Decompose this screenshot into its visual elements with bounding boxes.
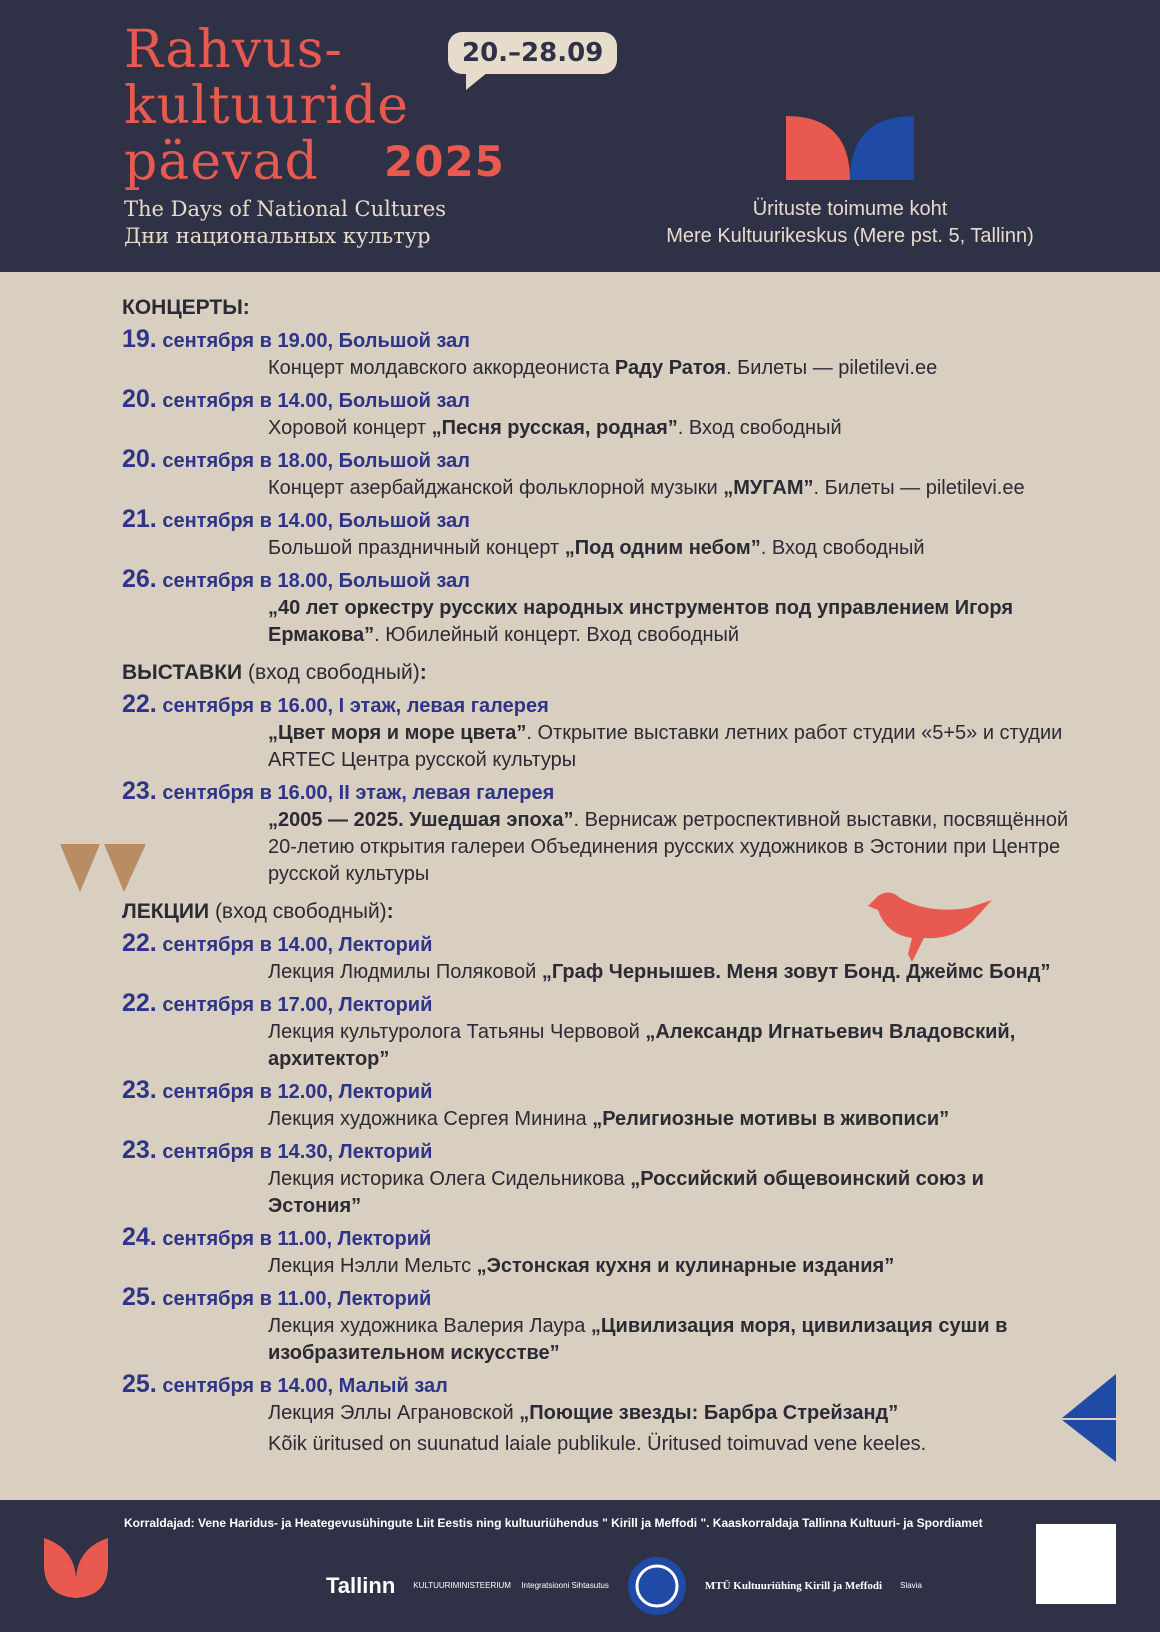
event-day: 24. [122, 1223, 157, 1251]
title-year: 2025 [384, 137, 505, 186]
event-day: 20. [122, 385, 157, 413]
festival-title [124, 20, 505, 192]
event-desc-bold: „2005 — 2025. Ушедшая эпоха” [268, 809, 574, 831]
event-time-place: сентября в 12.00, Лекторий [156, 1081, 433, 1103]
sponsor-integration: Integratsiooni Sihtasutus [521, 1581, 609, 1590]
event-desc-pre: Концерт азербайджанской фольклорной музыки [268, 477, 724, 499]
sponsor-tallinn: Tallinn [326, 1573, 396, 1598]
event-day: 22. [122, 929, 157, 957]
event-day: 25. [122, 1370, 157, 1398]
event-item [122, 1284, 1082, 1367]
closing-note: Kõik üritused on suunatud laiale publikule. Üritused toimuvad vene keeles. [268, 1433, 927, 1455]
exhibitions-colon: : [419, 661, 427, 684]
venue [640, 196, 1060, 250]
event-datetime [122, 566, 1082, 595]
event-time-place: сентября в 16.00, II этаж, левая галерея [156, 782, 555, 804]
event-description [268, 1400, 1082, 1427]
event-datetime [122, 691, 1082, 720]
event-desc-post: . Вход свободный [760, 537, 925, 559]
event-description [268, 595, 1082, 649]
event-desc-bold: „Под одним небом” [564, 537, 761, 559]
event-description [268, 355, 1082, 382]
festival-logo-mark [786, 116, 914, 180]
event-day: 20. [122, 445, 157, 473]
event-time-place: сентября в 11.00, Лекторий [156, 1288, 432, 1310]
event-description [268, 415, 1082, 442]
exhibitions-note: (вход свободный) [247, 661, 420, 684]
program [122, 296, 1082, 1458]
event-desc-post: . Вход свободный [677, 417, 842, 439]
event-datetime [122, 1137, 1082, 1166]
venue-label: Ürituste toimume koht [752, 198, 948, 220]
event-time-place: сентября в 19.00, Большой зал [156, 330, 470, 352]
event-day: 26. [122, 565, 157, 593]
event-desc-pre: Лекция художника Валерия Лаура [268, 1315, 591, 1337]
event-description [268, 720, 1082, 774]
concerts-list [122, 326, 1082, 649]
event-day: 22. [122, 690, 157, 718]
title-line-3: päevad [124, 132, 319, 192]
subtitle-en: The Days of National Cultures [124, 197, 447, 221]
header [0, 0, 1160, 272]
event-item [122, 1371, 1082, 1427]
event-desc-pre: Лекция Людмилы Поляковой [268, 961, 542, 983]
event-desc-bold: „Цвет моря и море цвета” [268, 722, 527, 744]
event-datetime [122, 446, 1082, 475]
lectures-colon: : [386, 900, 394, 923]
exhibitions-list [122, 691, 1082, 888]
date-bubble: 20.–28.09 [448, 32, 617, 74]
event-day: 23. [122, 777, 157, 805]
title-line-2: kultuuride [124, 76, 410, 136]
event-desc-pre: Лекция Нэлли Мельтс [268, 1255, 477, 1277]
organizers-text: Korraldajad: Vene Haridus- ja Heategevusühingute Liit Eestis ning kultuuriühendus " Kirill ja Meffodi ". Kaaskorraldaja Tallinna Kultuuri- ja Spordiamet [124, 1516, 983, 1530]
event-desc-bold: „Александр Игнатьевич Владовский, архитектор” [268, 1021, 1016, 1070]
lectures-note: (вход свободный) [214, 900, 387, 923]
event-desc-bold: „МУГАМ” [723, 477, 814, 499]
subtitle-ru: Дни национальных культур [124, 224, 431, 248]
event-datetime [122, 1371, 1082, 1400]
event-desc-bold: „Религиозные мотивы в живописи” [592, 1108, 950, 1130]
event-description [268, 959, 1082, 986]
event-desc-pre: Концерт молдавского аккордеониста [268, 357, 615, 379]
title-line-1: Rahvus- [124, 20, 343, 80]
event-desc-post: . Вернисаж ретроспективной выставки, посвящённой 20-летию открытия галереи Объединения русских художников в Эстонии при Центре русской культуры [268, 809, 1069, 885]
event-time-place: сентября в 11.00, Лекторий [156, 1228, 432, 1250]
event-desc-bold: „Российский общевоинский союз и Эстония” [268, 1168, 984, 1217]
event-datetime [122, 386, 1082, 415]
event-desc-pre: Лекция Эллы Аграновской [268, 1402, 520, 1424]
lectures-heading [122, 900, 1082, 924]
event-time-place: сентября в 14.00, Лекторий [156, 934, 433, 956]
event-item [122, 566, 1082, 649]
event-desc-bold: „40 лет оркестру русских народных инструментов под управлением Игоря Ермакова” [268, 597, 1014, 646]
event-desc-pre: Хоровой концерт [268, 417, 432, 439]
event-desc-pre: Большой праздничный концерт [268, 537, 565, 559]
exhibitions-title: ВЫСТАВКИ [122, 661, 243, 684]
event-day: 25. [122, 1283, 157, 1311]
event-day: 23. [122, 1136, 157, 1164]
sponsors-row [326, 1556, 922, 1616]
event-description [268, 535, 1082, 562]
event-time-place: сентября в 14.00, Большой зал [156, 390, 470, 412]
event-item [122, 446, 1082, 502]
venue-address: Mere Kultuurikeskus (Mere pst. 5, Tallinn) [666, 225, 1034, 247]
event-datetime [122, 1284, 1082, 1313]
event-description [268, 1253, 1082, 1280]
footer [0, 1500, 1160, 1632]
event-datetime [122, 1224, 1082, 1253]
event-day: 22. [122, 989, 157, 1017]
event-item [122, 506, 1082, 562]
event-desc-post: . Открытие выставки летних работ студии «5+5» и студии ARTEC Центра русской культуры [268, 722, 1063, 771]
event-description [268, 1106, 1082, 1133]
event-time-place: сентября в 18.00, Большой зал [156, 450, 470, 472]
sponsor-mtu: MTÜ Kultuuriühing Kirill ja Meffodi [704, 1580, 883, 1592]
event-description [268, 475, 1082, 502]
event-description [268, 1313, 1082, 1367]
event-desc-bold: Раду Ратоя [614, 357, 727, 379]
sponsor-seal-icon [627, 1556, 687, 1616]
event-desc-bold: „Граф Чернышев. Меня зовут Бонд. Джеймс Бонд” [541, 961, 1051, 983]
event-time-place: сентября в 14.00, Большой зал [156, 510, 470, 532]
event-datetime [122, 506, 1082, 535]
event-datetime [122, 326, 1082, 355]
lectures-title: ЛЕКЦИИ [122, 900, 210, 923]
event-desc-bold: „Эстонская кухня и кулинарные издания” [476, 1255, 895, 1277]
event-datetime [122, 930, 1082, 959]
event-datetime [122, 990, 1082, 1019]
concerts-heading [122, 296, 1082, 320]
event-description [268, 1166, 1082, 1220]
event-desc-bold: „Цивилизация моря, цивилизация суши в изобразительном искусстве” [268, 1315, 1008, 1364]
event-description [268, 1019, 1082, 1073]
event-item [122, 691, 1082, 774]
event-desc-pre: Лекция историка Олега Сидельникова [268, 1168, 631, 1190]
event-item [122, 778, 1082, 888]
event-datetime [122, 778, 1082, 807]
qr-code[interactable] [1036, 1524, 1116, 1604]
concerts-title: КОНЦЕРТЫ: [122, 296, 250, 319]
event-item [122, 386, 1082, 442]
event-day: 21. [122, 505, 157, 533]
event-time-place: сентября в 14.30, Лекторий [156, 1141, 433, 1163]
exhibitions-heading [122, 661, 1082, 685]
event-item [122, 990, 1082, 1073]
event-time-place: сентября в 17.00, Лекторий [156, 994, 433, 1016]
event-desc-bold: „Поющие звезды: Барбра Стрейзанд” [519, 1402, 899, 1424]
event-item [122, 930, 1082, 986]
event-time-place: сентября в 16.00, I этаж, левая галерея [156, 695, 549, 717]
event-desc-post: . Билеты — piletilevi.ee [726, 357, 938, 379]
sponsor-slavia: Slavia [900, 1581, 922, 1590]
event-description [268, 807, 1082, 888]
event-desc-pre: Лекция художника Сергея Минина [268, 1108, 593, 1130]
event-desc-pre: Лекция культуролога Татьяны Червовой [268, 1021, 646, 1043]
subtitle [124, 196, 446, 250]
event-datetime [122, 1077, 1082, 1106]
event-item [122, 1224, 1082, 1280]
event-item [122, 1077, 1082, 1133]
event-day: 19. [122, 325, 157, 353]
event-desc-bold: „Песня русская, родная” [431, 417, 678, 439]
footer-logo-mark [44, 1538, 108, 1598]
event-desc-post: . Юбилейный концерт. Вход свободный [374, 624, 740, 646]
event-time-place: сентября в 14.00, Малый зал [156, 1375, 448, 1397]
event-item [122, 326, 1082, 382]
event-time-place: сентября в 18.00, Большой зал [156, 570, 470, 592]
event-item [122, 1137, 1082, 1220]
event-desc-post: . Билеты — piletilevi.ee [813, 477, 1025, 499]
event-day: 23. [122, 1076, 157, 1104]
sponsor-ministry: KULTUURIMINISTEERIUM [413, 1581, 511, 1590]
lectures-list [122, 930, 1082, 1427]
